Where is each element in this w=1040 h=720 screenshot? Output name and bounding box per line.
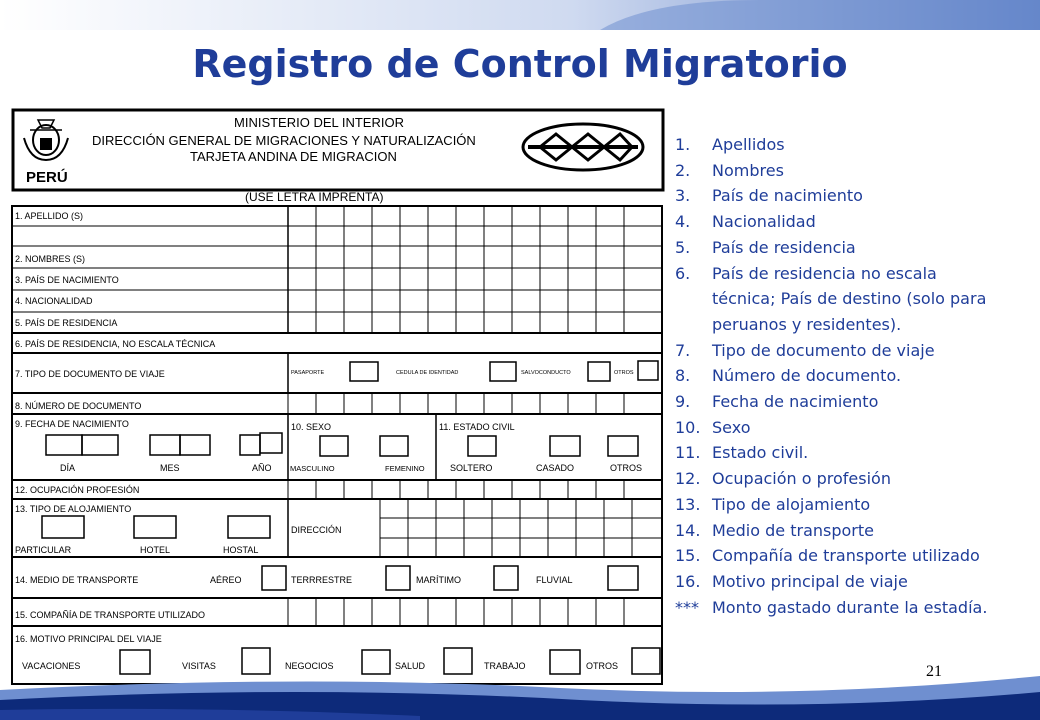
option-casado: CASADO (536, 463, 575, 473)
option-salvoconducto: SALVOCONDUCTO (521, 370, 571, 376)
country-label: PERÚ (26, 169, 68, 186)
list-item (675, 440, 1040, 466)
field-3-label: 3. PAÍS DE NACIMIENTO (15, 275, 119, 285)
list-item-text: Nombres (712, 160, 784, 180)
list-item-number: 4. (675, 212, 691, 232)
option-femenino: FEMENINO (385, 464, 425, 473)
list-item (675, 261, 1040, 287)
list-item (675, 569, 1040, 595)
list-item (675, 595, 1040, 621)
list-item-number: 9. (675, 392, 691, 412)
migration-form-image (10, 108, 666, 686)
field-7-label: 7. TIPO DE DOCUMENTO DE VIAJE (15, 369, 165, 379)
checkbox-otros-doc (638, 361, 658, 380)
list-item-number: 11. (675, 443, 701, 463)
field-14-label: 14. MEDIO DE TRANSPORTE (15, 575, 139, 585)
list-item-text: Sexo (712, 417, 751, 437)
list-item (675, 518, 1040, 544)
list-item (675, 338, 1040, 364)
slide-title: Registro de Control Migratorio (192, 42, 848, 86)
option-visitas: VISITAS (182, 661, 216, 671)
list-item-text: Compañía de transporte utilizado (712, 546, 980, 566)
option-pasaporte: PASAPORTE (291, 370, 325, 376)
andean-community-logo-icon (523, 124, 643, 170)
list-item-number: 2. (675, 160, 691, 180)
list-item-number: 12. (675, 469, 701, 489)
list-item-text: Motivo principal de viaje (712, 571, 908, 591)
option-hostal: HOSTAL (223, 545, 259, 555)
list-item (675, 492, 1040, 518)
list-item (675, 389, 1040, 415)
list-item-text: técnica; País de destino (solo para (712, 289, 987, 309)
field-12-label: 12. OCUPACIÓN PROFESIÓN (15, 485, 140, 495)
field-6-label: 6. PAÍS DE RESIDENCIA, NO ESCALA TÉCNICA (15, 339, 216, 349)
list-item-text: Número de documento. (712, 366, 902, 386)
list-item (675, 183, 1040, 209)
list-item-number: 8. (675, 366, 691, 386)
option-otros-reason: OTROS (586, 661, 619, 671)
ministry-label: MINISTERIO DEL INTERIOR (234, 115, 404, 130)
list-item-text: Tipo de alojamiento (712, 494, 871, 514)
list-item-text: Fecha de nacimiento (712, 392, 879, 412)
field-explanation-list (675, 132, 1040, 620)
list-item-text: Estado civil. (712, 443, 809, 463)
instructions-label: (USE LETRA IMPRENTA) (245, 190, 384, 204)
checkbox-salvoconducto (588, 362, 610, 381)
list-item-text: País de residencia no escala (712, 263, 937, 283)
bottom-decorative-bar (0, 670, 1040, 720)
list-item-text: Tipo de documento de viaje (712, 340, 935, 360)
option-negocios: NEGOCIOS (285, 661, 334, 671)
option-particular: PARTICULAR (15, 545, 72, 555)
option-ano: AÑO (252, 463, 272, 473)
field-8-label: 8. NÚMERO DE DOCUMENTO (15, 401, 142, 411)
list-item-number: 16. (675, 571, 701, 591)
option-otros-civil: OTROS (610, 463, 643, 473)
list-item-text: Medio de transporte (712, 520, 874, 540)
checkbox-pasaporte (350, 362, 378, 381)
list-item-text: Ocupación o profesión (712, 469, 891, 489)
field-9-label: 9. FECHA DE NACIMIENTO (15, 419, 129, 429)
field-10-label: 10. SEXO (291, 422, 332, 432)
option-cedula: CEDULA DE IDENTIDAD (396, 370, 459, 376)
top-decorative-bar (0, 0, 1040, 30)
list-item (675, 132, 1040, 158)
option-mes: MES (160, 463, 180, 473)
option-salud: SALUD (395, 661, 426, 671)
card-label: TARJETA ANDINA DE MIGRACION (190, 149, 397, 164)
option-hotel: HOTEL (140, 545, 171, 555)
list-item-number (675, 312, 712, 338)
field-4-label: 4. NACIONALIDAD (15, 296, 93, 306)
list-item-continuation (675, 286, 1040, 312)
option-fluvial: FLUVIAL (536, 575, 573, 585)
list-item-text: País de residencia (712, 237, 856, 257)
option-otros-doc: OTROS (614, 370, 634, 376)
list-item-number: 7. (675, 340, 691, 360)
option-aereo: AÉREO (210, 575, 242, 585)
field-11-label: 11. ESTADO CIVIL (439, 422, 515, 432)
list-item-number: 10. (675, 417, 701, 437)
field-2-label: 2. NOMBRES (S) (15, 254, 86, 264)
option-masculino: MASCULINO (290, 464, 335, 473)
list-item (675, 158, 1040, 184)
list-item-number: 13. (675, 494, 701, 514)
list-item-number: 15. (675, 546, 701, 566)
field-13-label: 13. TIPO DE ALOJAMIENTO (15, 504, 132, 514)
list-item (675, 415, 1040, 441)
list-item (675, 466, 1040, 492)
option-maritimo: MARÍTIMO (416, 575, 461, 585)
list-item-number: 14. (675, 520, 701, 540)
list-item-text: Nacionalidad (712, 212, 816, 232)
list-item-text: Monto gastado durante la estadía. (712, 597, 988, 617)
option-vacaciones: VACACIONES (22, 661, 81, 671)
list-item (675, 235, 1040, 261)
list-item-text: peruanos y residentes). (712, 314, 902, 334)
list-item-text: Apellidos (712, 135, 785, 154)
list-item-number (675, 286, 712, 312)
address-label: DIRECCIÓN (291, 525, 342, 535)
list-item-continuation (675, 312, 1040, 338)
list-item-text: País de nacimiento (712, 186, 863, 206)
list-item (675, 363, 1040, 389)
page-number: 21 (926, 663, 942, 680)
option-dia: DÍA (60, 463, 76, 473)
field-5-label: 5. PAÍS DE RESIDENCIA (15, 318, 118, 328)
field-15-label: 15. COMPAÑÍA DE TRANSPORTE UTILIZADO (15, 610, 206, 620)
list-item-number: *** (675, 597, 699, 617)
list-item-number: 6. (675, 263, 691, 283)
list-item-number: 5. (675, 237, 691, 257)
peru-coat-of-arms-icon (24, 120, 68, 160)
list-item (675, 543, 1040, 569)
field-16-label: 16. MOTIVO PRINCIPAL DEL VIAJE (15, 634, 162, 644)
option-terrestre: TERRRESTRE (291, 575, 353, 585)
field-1-label: 1. APELLIDO (S) (15, 211, 84, 221)
option-trabajo: TRABAJO (484, 661, 526, 671)
list-item-number: 3. (675, 186, 691, 206)
list-item (675, 209, 1040, 235)
list-item-number: 1. (675, 135, 691, 154)
direction-label: DIRECCIÓN GENERAL DE MIGRACIONES Y NATURALIZACIÓN (92, 133, 476, 148)
option-soltero: SOLTERO (450, 463, 493, 473)
checkbox-cedula (490, 362, 516, 381)
